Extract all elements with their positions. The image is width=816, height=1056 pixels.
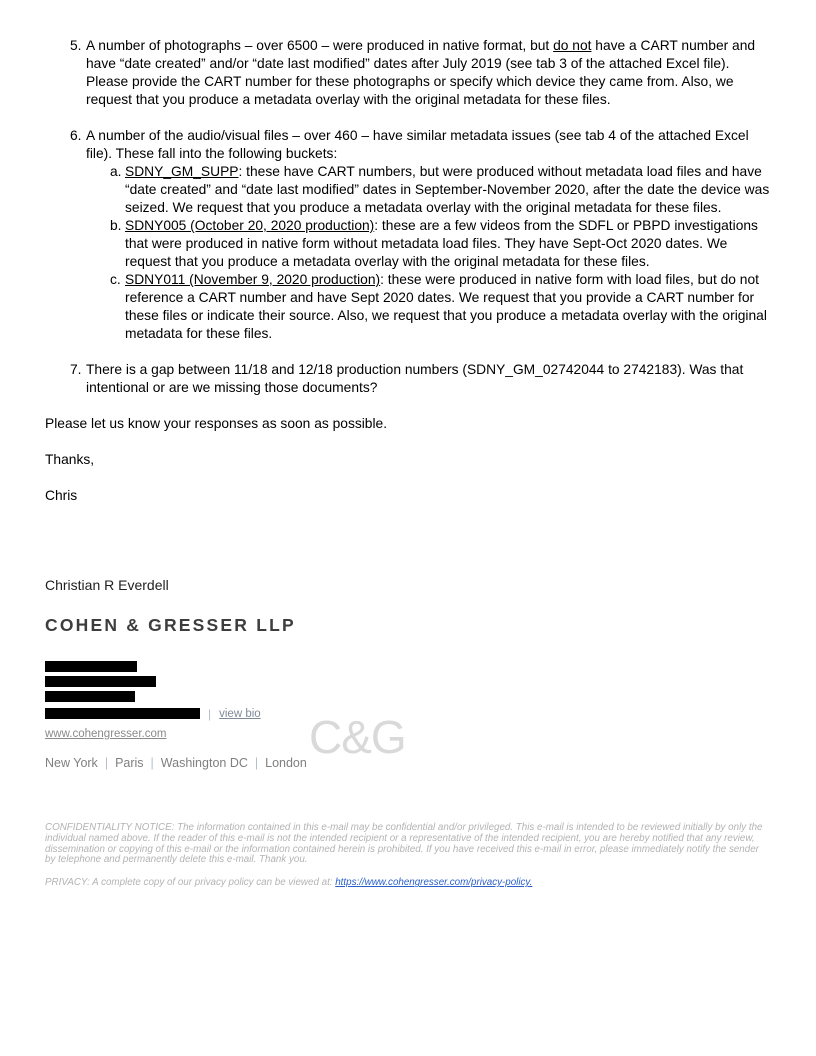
underlined-text: SDNY005 (October 20, 2020 production): [125, 218, 375, 233]
view-bio-link[interactable]: view bio: [219, 707, 261, 720]
website-link[interactable]: www.cohengresser.com: [45, 728, 167, 740]
list-item-6-body: [86, 127, 770, 343]
list-item-6-intro: A number of the audio/visual files – over 460 – have similar metadata issues (see tab 4 of the attached Excel file). These fall into the following buckets:: [86, 128, 749, 161]
list-item-7-text: There is a gap between 11/18 and 12/18 production numbers (SDNY_GM_02742044 to 2742183). Was that intentional or are we missing those documents?: [86, 362, 744, 395]
redacted-line: [45, 691, 135, 702]
email-disclaimer: [45, 823, 770, 889]
redacted-line: [45, 676, 156, 687]
underlined-text: do not: [553, 38, 592, 53]
sub-letter-c: c.: [110, 272, 121, 287]
redacted-line: [45, 661, 137, 672]
office-paris: Paris: [115, 756, 144, 770]
sub-item-c-text: [125, 271, 770, 343]
list-item-6: [70, 127, 770, 343]
office-washington-dc: Washington DC: [160, 756, 248, 770]
redacted-line-with-bio: [45, 706, 770, 721]
office-new-york: New York: [45, 756, 98, 770]
cg-logo: C&G: [309, 711, 406, 763]
privacy-policy-link[interactable]: https://www.cohengresser.com/privacy-policy.: [335, 877, 533, 889]
sub-list: [110, 163, 770, 343]
redacted-line: [45, 708, 200, 719]
closing-thanks: Thanks,: [45, 452, 95, 467]
separator: |: [104, 756, 109, 770]
list-number-6: 6.: [70, 128, 82, 143]
separator: |: [150, 756, 154, 770]
sub-letter-b: b.: [110, 218, 122, 233]
privacy-notice: [45, 878, 770, 889]
closing-name: Chris: [45, 488, 78, 503]
list-number-7: 7.: [70, 362, 82, 377]
closing-request: Please let us know your responses as soon as possible.: [45, 416, 388, 431]
text-segment: : these are a few videos from the SDFL or PBPD investigations that were produced in native form without metadata load files. They have Sept-Oct 2020 dates. We request that you produce a metadata overlay with the original metadata for these files.: [125, 218, 758, 269]
list-number-5: 5.: [70, 38, 82, 53]
list-item-5: [70, 37, 770, 109]
text-segment: : these have CART numbers, but were produced without metadata load files and have “date created” and “date last modified” dates in September-November 2020, after the date the device was seized. We request that you produce a metadata overlay with the original metadata for these files.: [125, 164, 770, 215]
text-segment: A number of photographs – over 6500 – were produced in native format, but: [86, 38, 554, 53]
text-segment: have a CART number and have “date created” and/or “date last modified” dates after July 2019 (see tab 3 of the attached Excel file). Please provide the CART number for these photographs or specify which device they came from. Also, we request that you produce a metadata overlay with the original metadata for these files.: [86, 38, 756, 107]
firm-wordmark: COHEN & GRESSER LLP: [45, 615, 296, 635]
sub-letter-a: a.: [110, 164, 122, 179]
sub-item-a-text: [125, 163, 770, 217]
list-item-5-text: [86, 37, 770, 109]
sub-item-c: [110, 271, 770, 343]
text-segment: : these were produced in native form with load files, but do not reference a CART number and have Sept 2020 dates. We request that you provide a CART number for these files or indicate their source. Also, we request that you produce a metadata overlay with the original metadata for these files.: [125, 272, 767, 341]
sub-item-b-text: [125, 217, 770, 271]
underlined-text: SDNY011 (November 9, 2020 production): [125, 272, 381, 287]
office-london: London: [265, 756, 307, 770]
privacy-label: PRIVACY: A complete copy of our privacy policy can be viewed at:: [45, 877, 336, 889]
list-item-7: [70, 361, 770, 397]
redacted-contact-info: [45, 661, 770, 721]
sub-item-a: [110, 163, 770, 217]
separator: |: [208, 706, 212, 721]
confidentiality-notice: CONFIDENTIALITY NOTICE: The information contained in this e-mail may be confidential and/or privileged. This e-mail is intended to be reviewed initially by only the individual named above. If the reader of this e-mail is not the intended recipient or a representative of the intended recipient, you are hereby notified that any review, dissemination or copying of this e-mail or the information contained herein is prohibited. If you have received this e-mail in error, please immediately notify the sender by telephone and permanently delete this e-mail. Thank you.: [45, 822, 763, 866]
underlined-text: SDNY_GM_SUPP: [125, 164, 239, 179]
sub-item-b: [110, 217, 770, 271]
separator: |: [254, 756, 259, 770]
office-locations: [45, 756, 770, 771]
signature-full-name: Christian R Everdell: [45, 577, 169, 593]
